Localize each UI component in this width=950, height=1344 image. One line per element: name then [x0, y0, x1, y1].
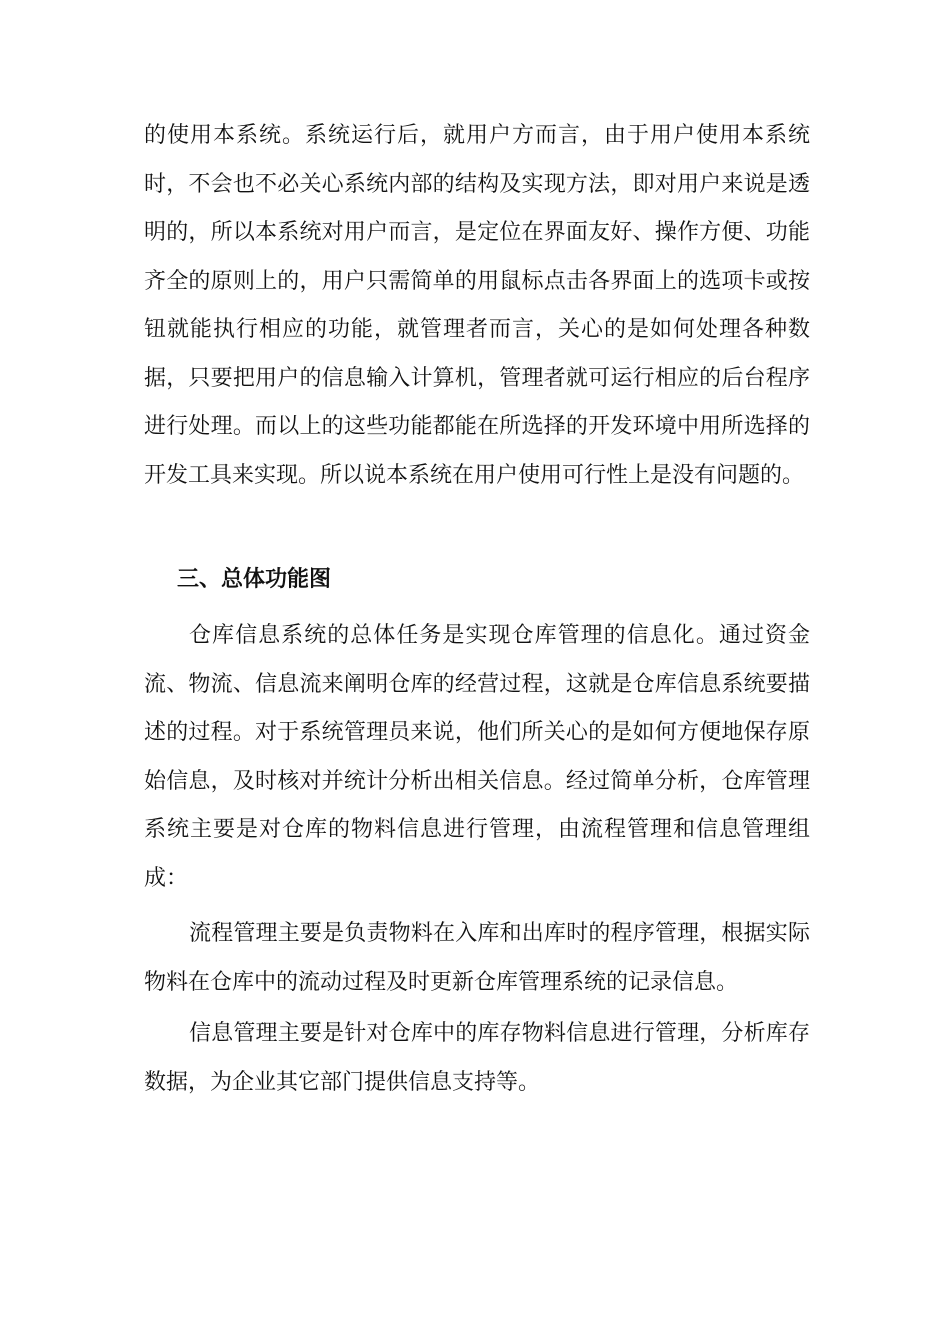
section-heading: 三、总体功能图 — [177, 567, 332, 592]
body-paragraph-process-management: 流程管理主要是负责物料在入库和出库时的程序管理，根据实际物料在仓库中的流动过程及时更新仓库管理系统的记录信息。 — [144, 921, 810, 995]
body-paragraph-information-management: 信息管理主要是针对仓库中的库存物料信息进行管理，分析库存数据，为企业其它部门提供信息支持等。 — [144, 1021, 810, 1095]
body-paragraph-continued: 的使用本系统。系统运行后，就用户方而言，由于用户使用本系统时，不会也不必关心系统内部的结构及实现方法，即对用户来说是透明的，所以本系统对用户而言，是定位在界面友好、操作方便、功能齐全的原则上的，用户只需简单的用鼠标点击各界面上的选项卡或按钮就能执行相应的功能，就管理者而言，关心的是如何处理各种数据，只要把用户的信息输入计算机，管理者就可运行相应的后台程序进行处理。而以上的这些功能都能在所选择的开发环境中用所选择的开发工具来实现。所以说本系统在用户使用可行性上是没有问题的。 — [144, 123, 810, 488]
body-paragraph-overview: 仓库信息系统的总体任务是实现仓库管理的信息化。通过资金流、物流、信息流来阐明仓库的经营过程，这就是仓库信息系统要描述的过程。对于系统管理员来说，他们所关心的是如何方便地保存原始信息，及时核对并统计分析出相关信息。经过简单分析，仓库管理系统主要是对仓库的物料信息进行管理，由流程管理和信息管理组成： — [144, 623, 810, 891]
